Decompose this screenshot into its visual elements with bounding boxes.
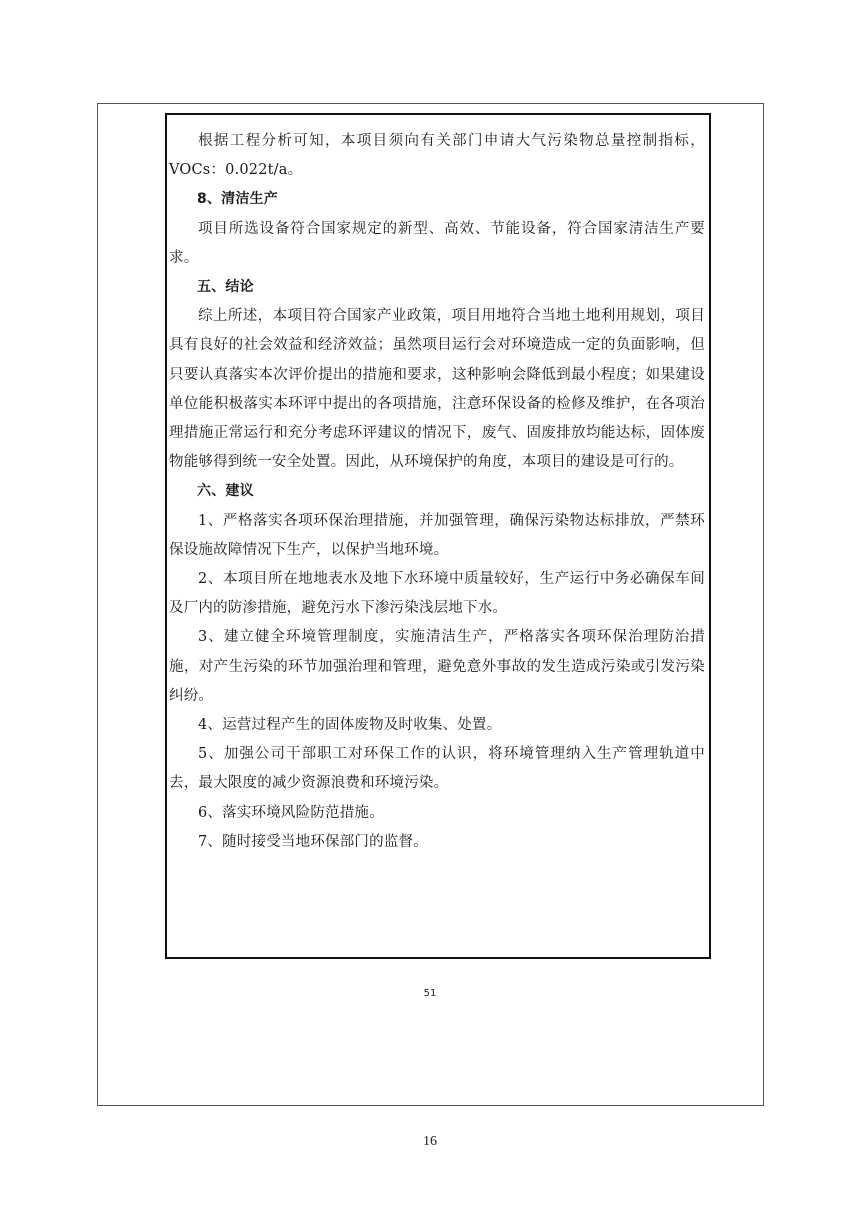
- paragraph-conclusion: 综上所述，本项目符合国家产业政策，项目用地符合当地土地利用规划，项目具有良好的社会效益和经济效益；虽然项目运行会对环境造成一定的负面影响，但只要认真落实本次评价提出的措施和要求，这种影响会降低到最小程度；如果建设单位能积极落实本环评中提出的各项措施，注意环保设备的检修及维护，在各项治理措施正常运行和充分考虑环评建议的情况下，废气、固废排放均能达标，固体废物能够得到统一安全处置。因此，从环境保护的角度，本项目的建设是可行的。: [169, 308, 705, 471]
- paragraph-clean-production: 项目所选设备符合国家规定的新型、高效、节能设备，符合国家清洁生产要求。: [169, 220, 705, 266]
- section-heading-conclusion: 五、结论: [197, 279, 254, 296]
- suggestion-item-2: 2、本项目所在地地表水及地下水环境中质量较好，生产运行中务必确保车间及厂内的防渗措施，避免污水下渗污染浅层地下水。: [169, 571, 705, 617]
- paragraph-voc-total: 根据工程分析可知，本项目须向有关部门申请大气污染物总量控制指标，VOCs：0.022t/a。: [169, 133, 705, 179]
- section-heading-suggestions: 六、建议: [197, 483, 254, 500]
- section-heading-clean-production: 8、清洁生产: [197, 191, 278, 208]
- report-body: [169, 127, 705, 857]
- suggestion-item-4: 4、运营过程产生的固体废物及时收集、处置。: [198, 717, 502, 734]
- outer-page-number: 16: [423, 1134, 437, 1149]
- suggestion-item-3: 3、建立健全环境管理制度，实施清洁生产，严格落实各项环保治理防治措施，对产生污染的环节加强治理和管理，避免意外事故的发生造成污染或引发污染纠纷。: [169, 629, 705, 704]
- inner-page-number: 51: [423, 988, 437, 999]
- suggestion-item-6: 6、落实环境风险防范措施。: [198, 804, 384, 821]
- suggestion-item-7: 7、随时接受当地环保部门的监督。: [198, 833, 428, 850]
- report-content-box: [165, 113, 711, 959]
- suggestion-item-1: 1、严格落实各项环保治理措施，并加强管理，确保污染物达标排放，严禁环保设施故障情况下生产，以保护当地环境。: [169, 512, 705, 558]
- suggestion-item-5: 5、加强公司干部职工对环保工作的认识，将环境管理纳入生产管理轨道中去，最大限度的减少资源浪费和环境污染。: [169, 746, 705, 792]
